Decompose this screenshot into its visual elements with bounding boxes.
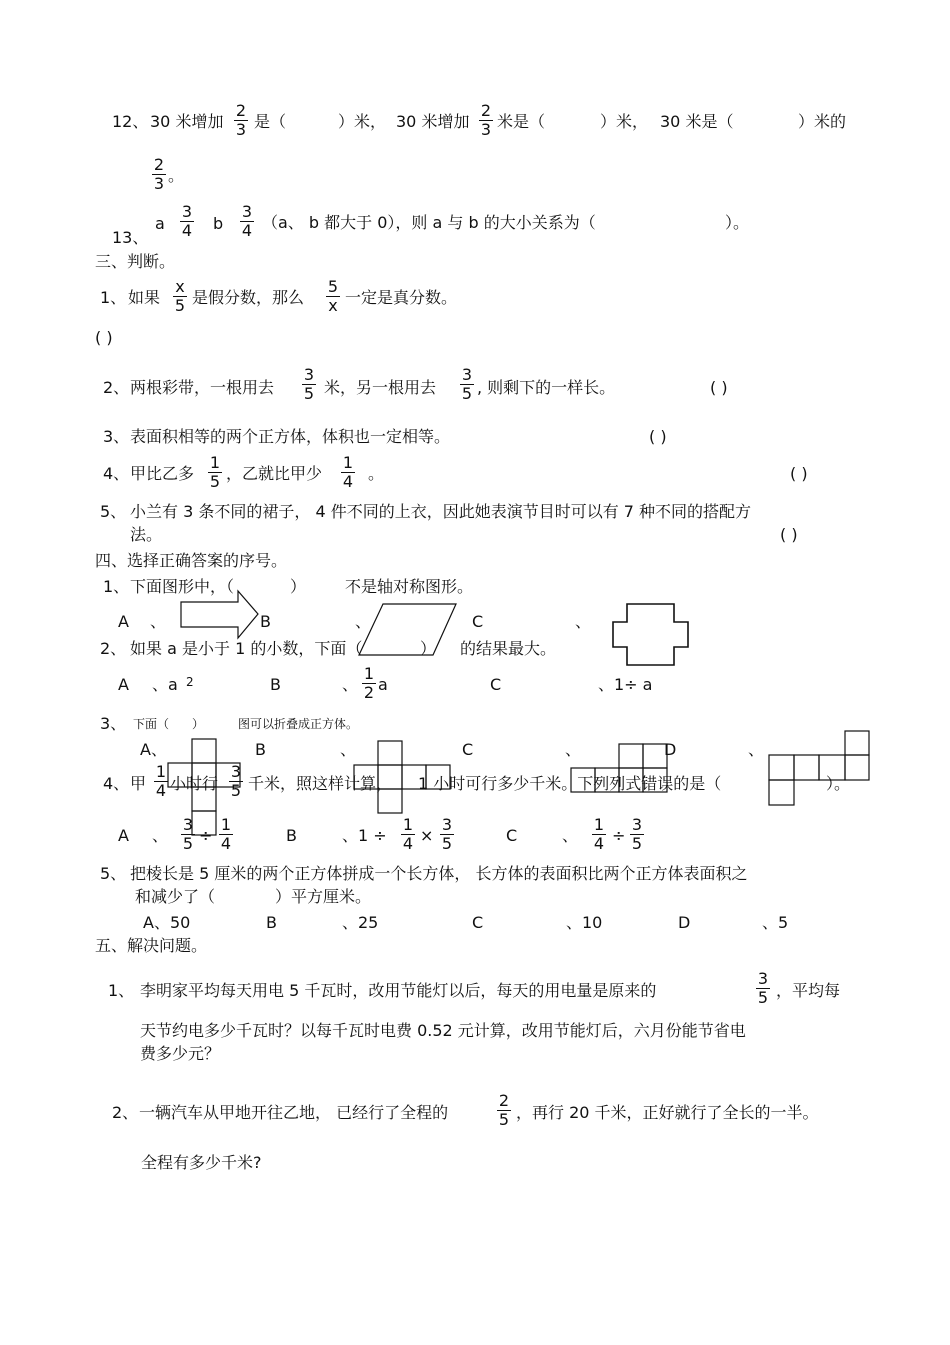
c4-fraction-b1: 1 4 bbox=[402, 815, 414, 853]
q12-text-7: 30 米是（ bbox=[660, 112, 734, 131]
c2-option-c[interactable]: C bbox=[490, 675, 502, 694]
j1-fraction-1: x 5 bbox=[174, 277, 186, 315]
c3-text-1: 下面（ bbox=[133, 717, 170, 731]
c3-sep-b: 、 bbox=[340, 740, 357, 759]
j2-text-2: 米，另一根用去 bbox=[324, 378, 437, 397]
cube-net-d bbox=[768, 730, 878, 810]
j5-text-1: 小兰有 3 条不同的裙子， 4 件不同的上衣，因此她表演节目时可以有 7 种不同的搭配方 bbox=[130, 502, 752, 521]
cross-shape-c bbox=[612, 603, 692, 667]
c2-superscript: 2 bbox=[186, 675, 194, 689]
j2-text-1: 两根彩带，一根用去 bbox=[130, 378, 275, 397]
c4-option-b[interactable]: B bbox=[286, 826, 297, 845]
c4-fraction-a2: 1 4 bbox=[220, 815, 232, 853]
s2-text-2: ，再行 20 千米，正好就行了全长的一半。 bbox=[516, 1103, 819, 1122]
c3-sep-d: 、 bbox=[748, 740, 765, 759]
q13-number: 13、 bbox=[112, 228, 149, 247]
c5-text-1: 把棱长是 5 厘米的两个正方体拼成一个长方体， 长方体的表面积比两个正方体表面积之 bbox=[130, 864, 748, 883]
c5-option-b[interactable]: B bbox=[266, 913, 277, 932]
c4-text-1: 甲 bbox=[130, 774, 147, 793]
c3-text-3: 图可以折叠成正方体。 bbox=[238, 717, 359, 731]
c5-sep-c: 、10 bbox=[566, 913, 603, 932]
c4-operator-c: ÷ bbox=[612, 826, 626, 845]
j1-text-1: 如果 bbox=[128, 288, 161, 307]
c5-text-3: ）平方厘米。 bbox=[275, 887, 372, 906]
j1-fraction-2: 5 x bbox=[327, 277, 339, 315]
s1-text-3: 天节约电多少千瓦时？以每千瓦时电费 0.52 元计算，改用节能灯后，六月份能节省电 bbox=[140, 1021, 746, 1040]
c4-fraction-b2: 3 5 bbox=[441, 815, 453, 853]
c5-option-d[interactable]: D bbox=[678, 913, 691, 932]
c4-operator-a: ÷ bbox=[199, 826, 213, 845]
j4-fraction-2: 1 4 bbox=[342, 453, 354, 491]
c4-sep-b: 、1 ÷ bbox=[342, 826, 387, 845]
c2-text-2: ） bbox=[420, 639, 437, 658]
c3-option-c[interactable]: C bbox=[462, 740, 474, 759]
c4-option-a[interactable]: A bbox=[118, 826, 129, 845]
j2-fraction-2: 3 5 bbox=[461, 365, 473, 403]
c4-number: 4、 bbox=[103, 774, 130, 793]
q13-b: b bbox=[213, 214, 224, 233]
s1-text-2: ，平均每 bbox=[776, 981, 841, 1000]
c2-sep-c: 、1÷ a bbox=[598, 675, 653, 694]
c1-number: 1、 bbox=[103, 577, 130, 596]
q12-fraction-2: 2 3 bbox=[480, 101, 492, 139]
c5-number: 5、 bbox=[100, 864, 127, 883]
q13-fraction-2: 3 4 bbox=[241, 202, 253, 240]
j3-number: 3、 bbox=[103, 427, 130, 446]
j4-text-2: ，乙就比甲少 bbox=[226, 464, 323, 483]
j2-answer-paren[interactable]: ( ) bbox=[710, 378, 728, 397]
j2-number: 2、 bbox=[103, 378, 130, 397]
q12-number: 12、 bbox=[112, 112, 149, 131]
arrow-shape-a bbox=[180, 590, 260, 640]
c2-b-variable: a bbox=[378, 675, 388, 694]
c1-sep-b: 、 bbox=[355, 612, 372, 631]
parallelogram-shape-b bbox=[358, 603, 458, 657]
section-5-title: 五、解决问题。 bbox=[95, 936, 208, 955]
cube-net-c bbox=[568, 743, 678, 803]
c4-text-2: 小时行 bbox=[170, 774, 219, 793]
c4-fraction-c2: 3 5 bbox=[631, 815, 643, 853]
c4-text-5: ）。 bbox=[826, 774, 851, 793]
s1-text-1: 李明家平均每天用电 5 千瓦时，改用节能灯以后，每天的用电量是原来的 bbox=[140, 981, 657, 1000]
j5-number: 5、 bbox=[100, 502, 127, 521]
c2-option-b[interactable]: B bbox=[270, 675, 281, 694]
c1-sep-a: 、 bbox=[150, 612, 167, 631]
c1-sep-c: 、 bbox=[575, 612, 592, 631]
c2-number: 2、 bbox=[100, 639, 127, 658]
c2-fraction-b: 1 2 bbox=[363, 664, 375, 702]
s2-fraction-1: 2 5 bbox=[498, 1091, 510, 1129]
j2-fraction-1: 3 5 bbox=[303, 365, 315, 403]
c1-option-a[interactable]: A bbox=[118, 612, 129, 631]
s2-text-1: 一辆汽车从甲地开往乙地， 已经行了全程的 bbox=[139, 1103, 449, 1122]
j1-text-2: 是假分数，那么 bbox=[192, 288, 305, 307]
c1-option-b[interactable]: B bbox=[260, 612, 271, 631]
q13-fraction-1: 3 4 bbox=[181, 202, 193, 240]
j4-fraction-1: 1 5 bbox=[209, 453, 221, 491]
c4-fraction-1: 1 4 bbox=[155, 762, 167, 800]
c2-text-3: 的结果最大。 bbox=[460, 639, 557, 658]
q13-a: a bbox=[155, 214, 165, 233]
q12-fraction-3: 2 3 bbox=[153, 155, 165, 193]
s2-text-3: 全程有多少千米? bbox=[141, 1153, 262, 1172]
j4-answer-paren[interactable]: ( ) bbox=[790, 464, 808, 483]
c1-text-2: ） bbox=[290, 577, 307, 596]
c4-sep-c: 、 bbox=[562, 826, 579, 845]
q13-text-2: ）。 bbox=[725, 213, 750, 232]
q12-text-4: 30 米增加 bbox=[396, 112, 470, 131]
q12-text-5: 米是（ bbox=[497, 112, 546, 131]
c5-sep-b: 、25 bbox=[342, 913, 379, 932]
q12-text-2: 是（ bbox=[254, 112, 287, 131]
j4-text-3: 。 bbox=[368, 464, 385, 483]
j4-text-1: 甲比乙多 bbox=[130, 464, 195, 483]
c2-option-a[interactable]: A bbox=[118, 675, 129, 694]
j3-text-1: 表面积相等的两个正方体，体积也一定相等。 bbox=[130, 427, 451, 446]
c4-option-c[interactable]: C bbox=[506, 826, 518, 845]
c5-option-a[interactable]: A、50 bbox=[143, 913, 191, 932]
c5-option-c[interactable]: C bbox=[472, 913, 484, 932]
c3-number: 3、 bbox=[100, 714, 127, 733]
j1-number: 1、 bbox=[100, 288, 127, 307]
c3-text-2: ） bbox=[192, 717, 205, 731]
c3-option-d[interactable]: D bbox=[664, 740, 677, 759]
q12-text-6: ）米， bbox=[600, 112, 649, 131]
c5-text-2: 和减少了（ bbox=[135, 887, 216, 906]
c3-option-b[interactable]: B bbox=[255, 740, 266, 759]
c4-fraction-a1: 3 5 bbox=[182, 815, 194, 853]
c4-fraction-c1: 1 4 bbox=[593, 815, 605, 853]
c4-sep-a: 、 bbox=[152, 826, 169, 845]
q12-fraction-1: 2 3 bbox=[235, 101, 247, 139]
q12-text-3: ）米， bbox=[338, 112, 387, 131]
c5-sep-d: 、5 bbox=[762, 913, 789, 932]
j1-text-3: 一定是真分数。 bbox=[345, 288, 458, 307]
q12-text-1: 30 米增加 bbox=[150, 112, 224, 131]
c4-text-3: 千米，照这样计算， bbox=[248, 774, 393, 793]
q12-text-8: ）米的 bbox=[798, 112, 847, 131]
s2-number: 2、 bbox=[112, 1103, 139, 1122]
c4-text-4: 1 小时可行多少千米。下列列式错误的是（ bbox=[418, 774, 722, 793]
s1-fraction-1: 3 5 bbox=[757, 969, 769, 1007]
section-3-title: 三、判断。 bbox=[95, 252, 176, 271]
s1-number: 1、 bbox=[108, 981, 135, 1000]
section-4-title: 四、选择正确答案的序号。 bbox=[95, 551, 288, 570]
c1-text-1: 下面图形中，（ bbox=[130, 577, 235, 596]
j1-answer-paren[interactable]: ( ) bbox=[95, 328, 113, 347]
c3-option-a[interactable]: A、 bbox=[140, 740, 167, 759]
c4-fraction-2: 3 5 bbox=[230, 762, 242, 800]
j2-text-3: , 则剩下的一样长。 bbox=[477, 378, 616, 397]
j3-answer-paren[interactable]: ( ) bbox=[649, 427, 667, 446]
c2-sep-b: 、 bbox=[342, 675, 359, 694]
c3-sep-c: 、 bbox=[565, 740, 582, 759]
s1-text-4: 费多少元？ bbox=[140, 1044, 221, 1063]
c1-option-c[interactable]: C bbox=[472, 612, 484, 631]
j5-text-2: 法。 bbox=[130, 525, 163, 544]
j4-number: 4、 bbox=[103, 464, 130, 483]
c4-operator-b: × bbox=[420, 826, 434, 845]
c1-text-3: 不是轴对称图形。 bbox=[345, 577, 474, 596]
j5-answer-paren[interactable]: ( ) bbox=[780, 525, 798, 544]
c2-text-1: 如果 a 是小于 1 的小数，下面（ bbox=[130, 639, 363, 658]
c2-sep-a: 、a bbox=[152, 675, 178, 694]
q13-text-1: （a、 b 都大于 0），则 a 与 b 的大小关系为（ bbox=[262, 213, 596, 232]
q12-text-9: 。 bbox=[168, 166, 185, 185]
